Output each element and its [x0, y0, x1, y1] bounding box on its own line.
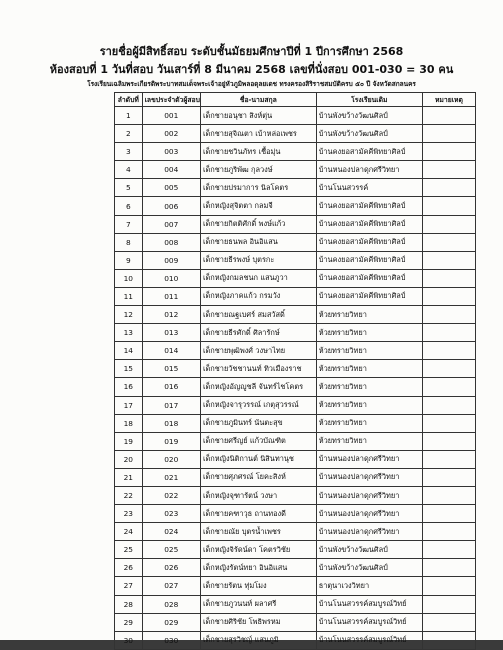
exam-id-cell: 003 [142, 143, 200, 161]
order-cell: 15 [115, 360, 143, 378]
order-cell: 16 [115, 378, 143, 396]
previous-school-cell: บ้านหนองปลาดุกศรีวิทยา [316, 161, 422, 179]
order-cell: 4 [115, 161, 143, 179]
remarks-cell [422, 450, 475, 468]
remarks-cell [422, 269, 475, 287]
remarks-cell [422, 125, 475, 143]
exam-id-cell: 002 [142, 125, 200, 143]
name-cell: เด็กหญิงจิรัดน์ดา โคตรวิชัย [200, 541, 316, 559]
table-row [115, 360, 476, 378]
table-row [115, 197, 476, 215]
exam-id-cell: 026 [142, 559, 200, 577]
previous-school-cell: บ้านคงยอสามัคคีพิทยาศิลป์ [316, 215, 422, 233]
exam-id-cell: 030 [142, 631, 200, 649]
exam-id-cell: 008 [142, 233, 200, 251]
name-cell: เด็กชายพุฒิพงศ์ วงษาไทย [200, 342, 316, 360]
table-row [115, 577, 476, 595]
remarks-cell [422, 251, 475, 269]
previous-school-cell: บ้านโนนสวรรค์สมบูรณ์วิทย์ [316, 631, 422, 649]
order-cell: 30 [115, 631, 143, 649]
remarks-cell [422, 432, 475, 450]
order-cell: 1 [115, 107, 143, 125]
exam-id-cell: 006 [142, 197, 200, 215]
table-row [115, 342, 476, 360]
exam-id-cell: 009 [142, 251, 200, 269]
col-header-name: ชื่อ-นามสกุล [200, 93, 316, 107]
col-header-order: ลำดับที่ [115, 93, 143, 107]
exam-id-cell: 018 [142, 414, 200, 432]
order-cell: 28 [115, 595, 143, 613]
table-row [115, 505, 476, 523]
order-cell: 8 [115, 233, 143, 251]
order-cell: 6 [115, 197, 143, 215]
remarks-cell [422, 360, 475, 378]
previous-school-cell: ห้วยทรายวิทยา [316, 396, 422, 414]
name-cell: เด็กหญิงอัญญูชลี จันทร์ไชโคตร [200, 378, 316, 396]
previous-school-cell: บ้านหนองปลาดุกศรีวิทยา [316, 486, 422, 504]
order-cell: 18 [115, 414, 143, 432]
document-title: รายชื่อผู้มีสิทธิ์สอบ ระดับชั้นมัธยมศึกษาปีที่ 1 ปีการศึกษา 2568 [99, 45, 404, 58]
name-cell: เด็กชายศรีญย์ แก้วบัณฑิต [200, 432, 316, 450]
table-row [115, 287, 476, 305]
order-cell: 7 [115, 215, 143, 233]
order-cell: 5 [115, 179, 143, 197]
previous-school-cell: บ้านพังขว้างวัฒนศิลป์ [316, 125, 422, 143]
remarks-cell [422, 143, 475, 161]
name-cell: เด็กชายณฐเบศร์ สมสวัสดิ์ [200, 306, 316, 324]
exam-id-cell: 007 [142, 215, 200, 233]
previous-school-cell: ห้วยทรายวิทยา [316, 414, 422, 432]
order-cell: 23 [115, 505, 143, 523]
table-row [115, 559, 476, 577]
previous-school-cell: บ้านหนองปลาดุกศรีวิทยา [316, 505, 422, 523]
exam-id-cell: 017 [142, 396, 200, 414]
remarks-cell [422, 233, 475, 251]
remarks-cell [422, 541, 475, 559]
exam-id-cell: 010 [142, 269, 200, 287]
previous-school-cell: บ้านคงยอสามัคคีพิทยาศิลป์ [316, 287, 422, 305]
previous-school-cell: บ้านหนองปลาดุกศรีวิทยา [316, 523, 422, 541]
exam-id-cell: 024 [142, 523, 200, 541]
remarks-cell [422, 197, 475, 215]
name-cell: เด็กชายศิริชัย โพธิพรหม [200, 613, 316, 631]
table-row [115, 523, 476, 541]
name-cell: เด็กหญิงรัตน์ทยา อินอิแสน [200, 559, 316, 577]
remarks-cell [422, 179, 475, 197]
previous-school-cell: ห้วยทรายวิทยา [316, 378, 422, 396]
previous-school-cell: ห้วยทรายวิทยา [316, 342, 422, 360]
remarks-cell [422, 559, 475, 577]
name-cell: เด็กชายคฑาวุธ ถานทองดี [200, 505, 316, 523]
remarks-cell [422, 342, 475, 360]
remarks-cell [422, 161, 475, 179]
order-cell: 17 [115, 396, 143, 414]
candidate-table [114, 92, 476, 650]
previous-school-cell: บ้านโนนสวรรค์ [316, 179, 422, 197]
exam-id-cell: 013 [142, 324, 200, 342]
previous-school-cell: บ้านพังขว้างวัฒนศิลป์ [316, 541, 422, 559]
order-cell: 19 [115, 432, 143, 450]
exam-id-cell: 025 [142, 541, 200, 559]
name-cell: เด็กชายศุภศรณ์ โยคะสิงห์ [200, 468, 316, 486]
order-cell: 13 [115, 324, 143, 342]
col-header-exam-id: เลขประจำตัวผู้สอบ [142, 93, 200, 107]
name-cell: เด็กชายสุรวิชญ์ แสนภูมิ [200, 631, 316, 649]
table-row [115, 486, 476, 504]
col-header-previous-school: โรงเรียนเดิม [316, 93, 422, 107]
name-cell: เด็กหญิงนิติกานต์ นิสินทานุช [200, 450, 316, 468]
order-cell: 2 [115, 125, 143, 143]
name-cell: เด็กชายธนพล อินอิแสน [200, 233, 316, 251]
previous-school-cell: ห้วยทรายวิทยา [316, 306, 422, 324]
name-cell: เด็กชายภูริพัฒ กุลวงษ์ [200, 161, 316, 179]
table-row [115, 107, 476, 125]
previous-school-cell: บ้านโนนสวรรค์สมบูรณ์วิทย์ [316, 613, 422, 631]
table-row [115, 269, 476, 287]
table-row [115, 324, 476, 342]
name-cell: เด็กชายธีรพงษ์ บุตรกะ [200, 251, 316, 269]
remarks-cell [422, 378, 475, 396]
remarks-cell [422, 523, 475, 541]
order-cell: 14 [115, 342, 143, 360]
table-row [115, 396, 476, 414]
order-cell: 29 [115, 613, 143, 631]
exam-id-cell: 022 [142, 486, 200, 504]
name-cell: เด็กชายปรมาการ นิลโคตร [200, 179, 316, 197]
previous-school-cell: บ้านคงยอสามัคคีพิทยาศิลป์ [316, 251, 422, 269]
name-cell: เด็กหญิงจุฑารัตน์ วงษา [200, 486, 316, 504]
remarks-cell [422, 396, 475, 414]
order-cell: 22 [115, 486, 143, 504]
exam-id-cell: 016 [142, 378, 200, 396]
remarks-cell [422, 613, 475, 631]
table-row [115, 450, 476, 468]
remarks-cell [422, 577, 475, 595]
col-header-remarks: หมายเหตุ [422, 93, 475, 107]
exam-id-cell: 004 [142, 161, 200, 179]
exam-id-cell: 023 [142, 505, 200, 523]
order-cell: 9 [115, 251, 143, 269]
remarks-cell [422, 306, 475, 324]
previous-school-cell: ห้วยทรายวิทยา [316, 360, 422, 378]
name-cell: เด็กชายภูวนนท์ ผลาศรี [200, 595, 316, 613]
remarks-cell [422, 414, 475, 432]
previous-school-cell: บ้านพังขว้างวัฒนศิลป์ [316, 107, 422, 125]
table-row [115, 378, 476, 396]
order-cell: 24 [115, 523, 143, 541]
name-cell: เด็กชายสุจิณตา เบ้าหล่อเพชร [200, 125, 316, 143]
name-cell: เด็กชายกิตติศักดิ์ พงษ์แก้ว [200, 215, 316, 233]
table-row [115, 179, 476, 197]
name-cell: เด็กชายวัชชานนท์ ทิวเมืองราช [200, 360, 316, 378]
remarks-cell [422, 505, 475, 523]
exam-id-cell: 015 [142, 360, 200, 378]
table-row [115, 306, 476, 324]
previous-school-cell: บ้านหนองปลาดุกศรีวิทยา [316, 450, 422, 468]
order-cell: 20 [115, 450, 143, 468]
table-header-row [115, 93, 476, 107]
remarks-cell [422, 215, 475, 233]
exam-id-cell: 012 [142, 306, 200, 324]
name-cell: เด็กชายณัย บุตรน้ำเพชร [200, 523, 316, 541]
table-row [115, 631, 476, 649]
name-cell: เด็กชายชวินภัทร เชื้อมุ่น [200, 143, 316, 161]
remarks-cell [422, 595, 475, 613]
table-row [115, 251, 476, 269]
previous-school-cell: บ้านพังขว้างวัฒนศิลป์ [316, 559, 422, 577]
previous-school-cell: ห้วยทรายวิทยา [316, 432, 422, 450]
exam-id-cell: 028 [142, 595, 200, 613]
name-cell: เด็กชายภูมินทร์ นันตะสุข [200, 414, 316, 432]
exam-id-cell: 011 [142, 287, 200, 305]
remarks-cell [422, 107, 475, 125]
exam-id-cell: 014 [142, 342, 200, 360]
remarks-cell [422, 468, 475, 486]
exam-room-line: ห้องสอบที่ 1 วันที่สอบ วันเสาร์ที่ 8 มีนาคม 2568 เลขที่นั่งสอบ 001-030 = 30 คน [49, 63, 454, 76]
order-cell: 21 [115, 468, 143, 486]
exam-id-cell: 027 [142, 577, 200, 595]
remarks-cell [422, 287, 475, 305]
name-cell: เด็กชายรัตน ทุ่มโมง [200, 577, 316, 595]
remarks-cell [422, 324, 475, 342]
remarks-cell [422, 631, 475, 649]
exam-id-cell: 001 [142, 107, 200, 125]
previous-school-cell: ห้วยทรายวิทยา [316, 324, 422, 342]
previous-school-cell: บ้านคงยอสามัคคีพิทยาศิลป์ [316, 233, 422, 251]
order-cell: 25 [115, 541, 143, 559]
order-cell: 27 [115, 577, 143, 595]
name-cell: เด็กหญิงกมลชนก แสนภูวา [200, 269, 316, 287]
exam-id-cell: 019 [142, 432, 200, 450]
table-row [115, 595, 476, 613]
order-cell: 11 [115, 287, 143, 305]
table-row [115, 143, 476, 161]
name-cell: เด็กชายธีรศักดิ์ ศิลารักษ์ [200, 324, 316, 342]
name-cell: เด็กหญิงภาคแก้ว กรมวัง [200, 287, 316, 305]
exam-id-cell: 020 [142, 450, 200, 468]
exam-id-cell: 005 [142, 179, 200, 197]
exam-id-cell: 021 [142, 468, 200, 486]
table-row [115, 161, 476, 179]
table-row [115, 613, 476, 631]
name-cell: เด็กชายอนุชา สิงห์ตุ่น [200, 107, 316, 125]
table-row [115, 414, 476, 432]
table-row [115, 468, 476, 486]
table-row [115, 432, 476, 450]
previous-school-cell: บ้านคงยอสามัคคีพิทยาศิลป์ [316, 197, 422, 215]
order-cell: 3 [115, 143, 143, 161]
previous-school-cell: ธาตุนาเวงวิทยา [316, 577, 422, 595]
table-row [115, 541, 476, 559]
order-cell: 12 [115, 306, 143, 324]
table-row [115, 125, 476, 143]
table-row [115, 215, 476, 233]
school-name-line: โรงเรียนเฉลิมพระเกียรติพระบาทสมเด็จพระเจ้าอยู่หัวภูมิพลอดุลยเดช ทรงครองสิริราชสมบัติครบ ๕๐ ปี จังหวัดสกลนคร [87, 80, 416, 88]
table-row [115, 233, 476, 251]
previous-school-cell: บ้านโนนสวรรค์สมบูรณ์วิทย์ [316, 595, 422, 613]
previous-school-cell: บ้านคงยอสามัคคีพิทยาศิลป์ [316, 269, 422, 287]
order-cell: 10 [115, 269, 143, 287]
previous-school-cell: บ้านหนองปลาดุกศรีวิทยา [316, 468, 422, 486]
remarks-cell [422, 486, 475, 504]
name-cell: เด็กหญิงจารุวรรณ์ เกตุสุวรรณ์ [200, 396, 316, 414]
previous-school-cell: บ้านคงยอสามัคคีพิทยาศิลป์ [316, 143, 422, 161]
exam-id-cell: 029 [142, 613, 200, 631]
name-cell: เด็กหญิงสุจิตตา กลมจี [200, 197, 316, 215]
order-cell: 26 [115, 559, 143, 577]
